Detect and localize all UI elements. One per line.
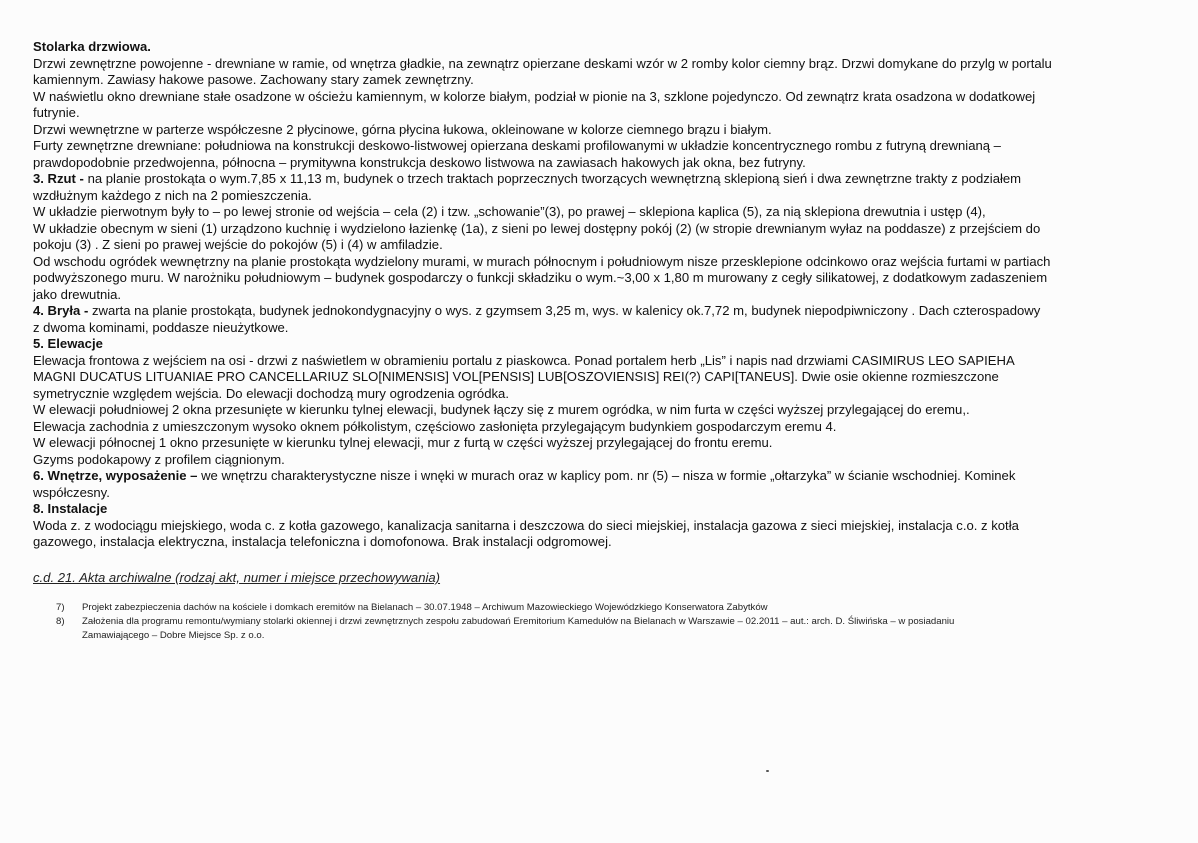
text-line bbox=[33, 56, 1173, 73]
text-line bbox=[33, 485, 1173, 502]
text-line bbox=[33, 89, 1173, 106]
body-text: W układzie obecnym w sieni (1) urządzono kuchnię i wydzielono łazienkę (1a), z sieni po lewej dostępny pokój (2) (w stropie drewnianym wyłaz na poddasze) z przejściem do bbox=[33, 220, 1041, 236]
footnote-number: 8) bbox=[56, 616, 65, 627]
scan-speck bbox=[766, 770, 769, 772]
body-text: Furty zewnętrzne drewniane: południowa na konstrukcji deskowo-listwowej opierzana deskami profilowanymi w układzie koncentrycznego rombu z futryną drewnianą – bbox=[33, 138, 1001, 153]
text-line bbox=[33, 419, 1173, 436]
body-text: Drzwi wewnętrzne w parterze współczesne 2 płycinowe, górna płycina łukowa, okleinowane w kolorze ciemnego brązu i białym. bbox=[33, 121, 772, 137]
text-line bbox=[33, 270, 1173, 287]
section-heading: Stolarka drzwiowa. bbox=[33, 39, 151, 54]
text-line bbox=[33, 171, 1173, 188]
text-line bbox=[33, 287, 1173, 304]
text-line bbox=[33, 72, 1173, 89]
body-text: Elewacja frontowa z wejściem na osi - drzwi z naświetlem w obramieniu portalu z piaskowca. Ponad portalem herb „Lis” i napis nad drzwiami CASIMIRUS LEO SAPIEHA bbox=[33, 352, 1015, 368]
body-text: pokoju (3) . Z sieni po prawej wejście do pokojów (5) i (4) w amfiladzie. bbox=[33, 237, 443, 252]
footnote-text: Założenia dla programu remontu/wymiany stolarki okiennej i drzwi zewnętrznych zespołu zabudowań Eremitorium Kamedułów na Bielanach w Warszawie – 02.2011 – aut.: arch. D. Śliwińska – w posiadaniu bbox=[82, 616, 955, 627]
body-text: współczesny. bbox=[33, 484, 110, 500]
body-text: Drzwi zewnętrzne powojenne - drewniane w ramie, od wnętrza gładkie, na zewnątrz opierzane deskami wzór w 2 romby kolor ciemny brąz. Drzwi domykane do przylg w portalu bbox=[33, 55, 1052, 71]
body-text: symetrycznie względem wejścia. Do elewacji dochodzą mury ogrodzenia ogródka. bbox=[33, 385, 509, 401]
body-text: MAGNI DUCATUS LITUANIAE PRO CANCELLARIUZ SLO[NIMENSIS] VOL[PENSIS] LUB[OSZOVIENSIS] REI(?) CAPI[TANEUS]. Dwie osie okienne rozmieszczone bbox=[33, 369, 999, 384]
body-text: z dwoma kominami, poddasze nieużytkowe. bbox=[33, 319, 289, 335]
body-text: Od wschodu ogródek wewnętrzny na planie prostokąta wydzielony murami, w murach północnym i południowym nisze przesklepione odcinkowo oraz wejścia furtami w partiach bbox=[33, 253, 1051, 269]
footnote-number: 7) bbox=[56, 602, 65, 613]
text-line bbox=[33, 435, 1173, 452]
text-line bbox=[33, 155, 1173, 172]
body-text: Gzyms podokapowy z profilem ciągnionym. bbox=[33, 451, 285, 467]
text-line bbox=[33, 39, 1173, 56]
text-line bbox=[33, 386, 1173, 403]
body-text: W naświetlu okno drewniane stałe osadzone w ościeżu kamiennym, w kolorze białym, podział w pionie na 3, szklone pojedynczo. Od zewnątrz krata osadzona w dodatkowej bbox=[33, 88, 1036, 104]
text-line bbox=[33, 105, 1173, 122]
text-line bbox=[33, 320, 1173, 337]
body-text: na planie prostokąta o wym.7,85 x 11,13 m, budynek o trzech traktach poprzecznych tworzących wewnętrzną sklepioną sień i dwa zewnętrzne trakty z podziałem bbox=[87, 171, 1022, 186]
text-line bbox=[33, 402, 1173, 419]
body-text: prawdopodobnie przedwojenna, północna – prymitywna konstrukcja deskowo listwowa na zawiasach hakowych jak okna, bez futryny. bbox=[33, 154, 806, 170]
body-text: Woda z. z wodociągu miejskiego, woda c. z kotła gazowego, kanalizacja sanitarna i deszczowa do sieci miejskiej, instalacja gazowa z sieci miejskiej, instalacja c.o. z kotła bbox=[33, 517, 1019, 533]
body-text: kamiennym. Zawiasy hakowe pasowe. Zachowany stary zamek zewnętrzny. bbox=[33, 72, 474, 87]
text-line bbox=[33, 188, 1173, 205]
section-heading: 3. Rzut - bbox=[33, 171, 88, 186]
document-body bbox=[33, 39, 1173, 551]
section-heading: 6. Wnętrze, wyposażenie – bbox=[33, 468, 202, 483]
text-line bbox=[33, 303, 1173, 320]
body-text: W elewacji południowej 2 okna przesunięte w kierunku tylnej elewacji, budynek łączy się z murem ogródka, w nim furta w części wyższej przylegającej do eremu,. bbox=[33, 402, 970, 417]
text-line bbox=[33, 468, 1173, 485]
footnote-text: Projekt zabezpieczenia dachów na kościele i domkach eremitów na Bielanach – 30.07.1948 – Archiwum Mazowieckiego Wojewódzkiego Konserwatora Zabytków bbox=[82, 602, 768, 613]
body-text: futrynie. bbox=[33, 105, 80, 120]
text-line bbox=[33, 452, 1173, 469]
text-line bbox=[33, 534, 1173, 551]
text-line bbox=[33, 336, 1173, 353]
footnote-item bbox=[56, 615, 954, 629]
footnote-list bbox=[56, 601, 954, 643]
text-line bbox=[33, 501, 1173, 518]
body-text: we wnętrzu charakterystyczne nisze i wnęki w murach oraz w kaplicy pom. nr (5) – nisza w formie „ołtarzyka” w ścianie wschodniej. Kominek bbox=[201, 468, 1016, 483]
archive-section-heading: c.d. 21. Akta archiwalne (rodzaj akt, numer i miejsce przechowywania) bbox=[33, 570, 441, 585]
section-heading: 5. Elewacje bbox=[33, 336, 103, 351]
body-text: podwyższonego muru. W narożniku południowym – budynek gospodarczy o funkcji składziku o wym.~3,00 x 1,80 m murowany z cegły silikatowej, z dodatkowym zadaszeniem bbox=[33, 270, 1048, 285]
text-line bbox=[33, 518, 1173, 535]
body-text: W układzie pierwotnym były to – po lewej stronie od wejścia – cela (2) i tzw. „schowanie”(3), po prawej – sklepiona kaplica (5), za nią sklepiona drewutnia i ustęp (4), bbox=[33, 204, 986, 219]
text-line bbox=[33, 138, 1173, 155]
body-text: zwarta na planie prostokąta, budynek jednokondygnacyjny o wys. z gzymsem 3,25 m, wys. w kalenicy ok.7,72 m, budynek niepodpiwniczony . Dach czterospadowy bbox=[91, 303, 1041, 318]
body-text: gazowego, instalacja elektryczna, instalacja telefoniczna i domofonowa. Brak instalacji odgromowej. bbox=[33, 534, 612, 549]
text-line bbox=[33, 204, 1173, 221]
section-heading: 4. Bryła - bbox=[33, 303, 92, 318]
footnote-item bbox=[56, 601, 954, 615]
body-text: W elewacji północnej 1 okno przesunięte w kierunku tylnej elewacji, mur z furtą w części wyższej przylegającej do frontu eremu. bbox=[33, 435, 773, 450]
text-line bbox=[33, 254, 1173, 271]
body-text: Elewacja zachodnia z umieszczonym wysoko oknem półkolistym, częściowo zasłonięta przylegającym budynkiem gospodarczym eremu 4. bbox=[33, 418, 837, 434]
text-line bbox=[33, 369, 1173, 386]
text-line bbox=[33, 122, 1173, 139]
footnote-item bbox=[56, 629, 954, 643]
text-line bbox=[33, 353, 1173, 370]
footnote-text: Zamawiającego – Dobre Miejsce Sp. z o.o. bbox=[82, 630, 265, 641]
body-text: wzdłużnym każdego z nich na 2 pomieszczenia. bbox=[33, 187, 312, 203]
text-line bbox=[33, 237, 1173, 254]
body-text: jako drewutnia. bbox=[33, 286, 122, 302]
section-heading: 8. Instalacje bbox=[33, 501, 108, 516]
text-line bbox=[33, 221, 1173, 238]
